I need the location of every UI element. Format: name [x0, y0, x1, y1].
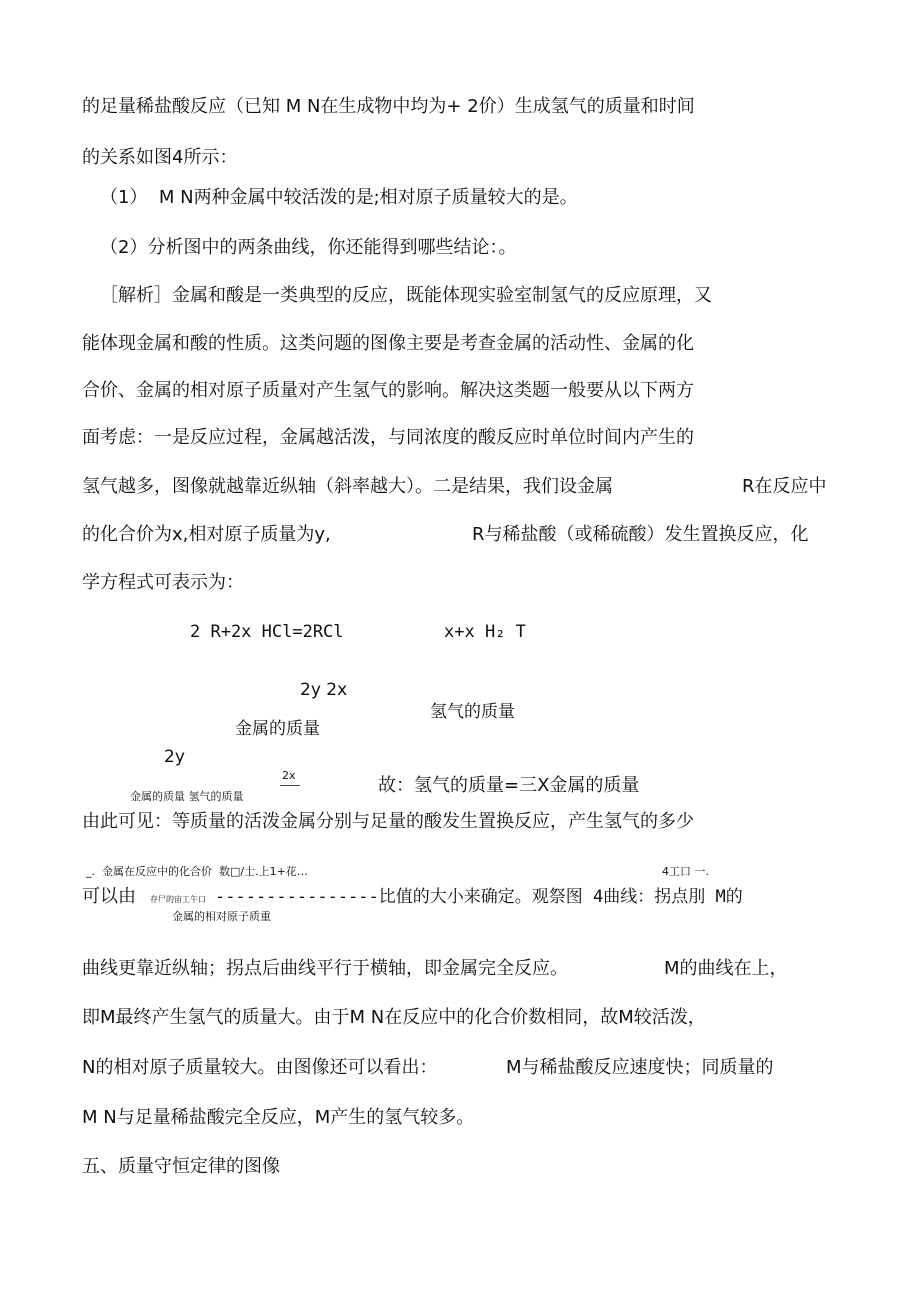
equation-main: 2 R+2x HCl=2RCl — [190, 622, 344, 642]
analysis-line-5b: R在反应中 — [742, 476, 827, 497]
analysis-line-1: ［解析］金属和酸是一类典型的反应，既能体现实验室制氢气的反应原理，又 — [100, 285, 712, 306]
body-line-3b: M的曲线在上， — [664, 958, 788, 979]
small-ratio-labels: 金属的质量 氢气的质量 — [130, 790, 244, 803]
tiny-overprint: 存尸的宙工午口 — [150, 895, 206, 904]
fraction-bar — [280, 785, 300, 786]
hydrogen-mass-label: 氢气的质量 — [430, 702, 515, 722]
two-y-label: 2y — [164, 747, 185, 767]
analysis-line-6b: R与稀盐酸（或稀硫酸）发生置换反应，化 — [472, 524, 809, 545]
question-1: （1） M N两种金属中较活泼的是;相对原子质量较大的是。 — [100, 187, 578, 208]
analysis-line-6a: 的化合价为x,相对原子质量为y, — [82, 524, 331, 545]
body-line-5a: N的相对原子质量较大。由图像还可以看出： — [82, 1057, 438, 1078]
body-line-3a: 曲线更靠近纵轴；拐点后曲线平行于横轴，即金属完全反应。 — [82, 958, 568, 979]
relative-atomic-mass-label: 金属的相对原子质重 — [172, 910, 271, 923]
body-line-2a: 可以由 — [82, 886, 136, 907]
intro-line-2: 的关系如图4所示： — [82, 147, 238, 168]
intro-line-1: 的足量稀盐酸反应（已知 M N在生成物中均为+ 2价）生成氢气的质量和时间 — [82, 96, 695, 117]
body-line-1: 由此可见：等质量的活泼金属分别与足量的酸发生置换反应，产生氢气的多少 — [82, 811, 694, 832]
analysis-line-5a: 氢气越多，图像就越靠近纵轴（斜率越大）。二是结果，我们设金属 — [82, 476, 613, 497]
body-line-4: 即M最终产生氢气的质量大。由于M N在反应中的化合价数相同，故M较活泼， — [82, 1007, 706, 1028]
body-line-2b: ----------------比值的大小来确定。观祭图 4曲线：拐点刖 M的 — [215, 887, 743, 907]
conclusion-formula: 故：氢气的质量=三X金属的质量 — [378, 775, 640, 796]
analysis-line-4: 面考虑：一是反应过程，金属越活泼，与同浓度的酸反应时单位时间内产生的 — [82, 427, 694, 448]
faint-overprint-right: 4工口 一. — [662, 865, 709, 878]
faint-overprint-left: _. 金属在反应中的化合价 数□/士.上1+花… — [86, 865, 308, 878]
body-line-6: M N与足量稀盐酸完全反应，M产生的氢气较多。 — [82, 1107, 475, 1128]
section-heading: 五、质量守恒定律的图像 — [82, 1156, 280, 1177]
analysis-line-7: 学方程式可表示为： — [82, 572, 244, 593]
question-2: （2）分析图中的两条曲线，你还能得到哪些结论：。 — [100, 237, 517, 258]
metal-mass-label: 金属的质量 — [235, 719, 320, 739]
body-line-5b: M与稀盐酸反应速度快；同质量的 — [506, 1057, 774, 1078]
analysis-line-3: 合价、金属的相对原子质量对产生氢气的影响。解决这类题一般要从以下两方 — [82, 380, 694, 401]
analysis-line-2: 能体现金属和酸的性质。这类问题的图像主要是考查金属的活动性、金属的化 — [82, 333, 694, 354]
equation-tail: x+x H₂ T — [444, 622, 526, 642]
equation-coefficients: 2y 2x — [300, 680, 348, 700]
fraction-numerator: 2x — [282, 769, 296, 782]
